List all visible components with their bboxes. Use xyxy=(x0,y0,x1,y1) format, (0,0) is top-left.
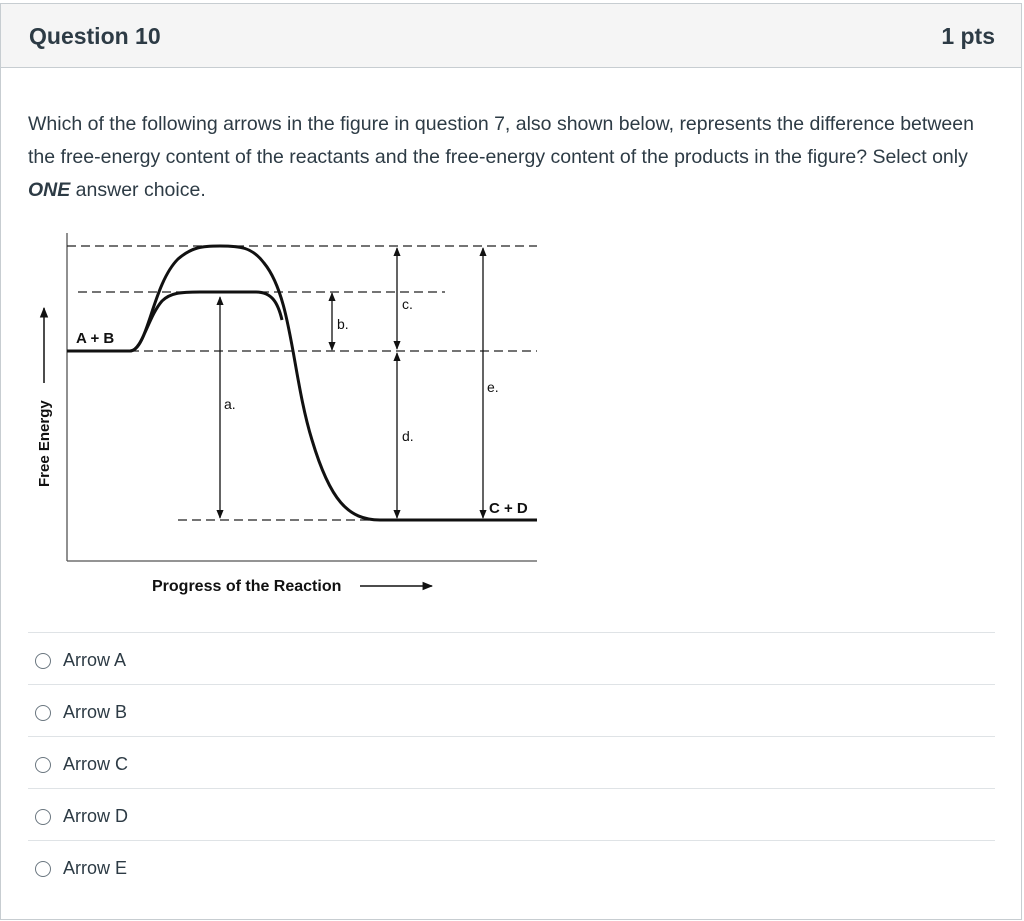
free-energy-diagram xyxy=(30,225,550,605)
products-label: C + D xyxy=(489,500,528,517)
question-title: Question 10 xyxy=(29,23,161,49)
answer-label[interactable]: Arrow A xyxy=(63,650,127,670)
uncatalyzed-curve xyxy=(67,246,537,520)
question-points: 1 pts xyxy=(941,23,995,49)
answer-label[interactable]: Arrow C xyxy=(63,754,129,774)
arrow-a-label: a. xyxy=(224,396,236,412)
answer-option-e[interactable] xyxy=(28,840,995,892)
prompt-text-2: answer choice. xyxy=(70,179,206,201)
arrow-e-label: e. xyxy=(487,379,499,395)
arrow-c-label: c. xyxy=(402,296,413,312)
question-prompt xyxy=(28,108,978,207)
y-axis-label: Free Energy xyxy=(36,400,53,487)
answer-option-c[interactable] xyxy=(28,736,995,788)
prompt-emphasis: ONE xyxy=(28,179,71,201)
catalyzed-curve xyxy=(130,292,282,351)
reference-lines xyxy=(67,246,537,520)
answer-label[interactable]: Arrow E xyxy=(63,858,128,878)
question-header xyxy=(1,4,1021,68)
answer-option-d[interactable] xyxy=(28,788,995,840)
radio-button[interactable] xyxy=(35,705,51,721)
answer-option-b[interactable] xyxy=(28,684,995,736)
answer-list xyxy=(28,632,995,892)
answer-label[interactable]: Arrow B xyxy=(63,702,128,722)
radio-button[interactable] xyxy=(35,653,51,669)
prompt-text-1: Which of the following arrows in the figure in question 7, also shown below, represents the difference between the free-energy content of the reactants and the free-energy content of the products in the figure? Select only xyxy=(28,113,974,168)
answer-option-a[interactable] xyxy=(28,632,995,684)
arrow-d-label: d. xyxy=(402,428,414,444)
radio-button[interactable] xyxy=(35,757,51,773)
x-axis-label: Progress of the Reaction xyxy=(152,578,342,595)
arrow-b-label: b. xyxy=(337,316,349,332)
radio-button[interactable] xyxy=(35,861,51,877)
reactants-label: A + B xyxy=(76,330,115,347)
radio-button[interactable] xyxy=(35,809,51,825)
answer-label[interactable]: Arrow D xyxy=(63,806,129,826)
